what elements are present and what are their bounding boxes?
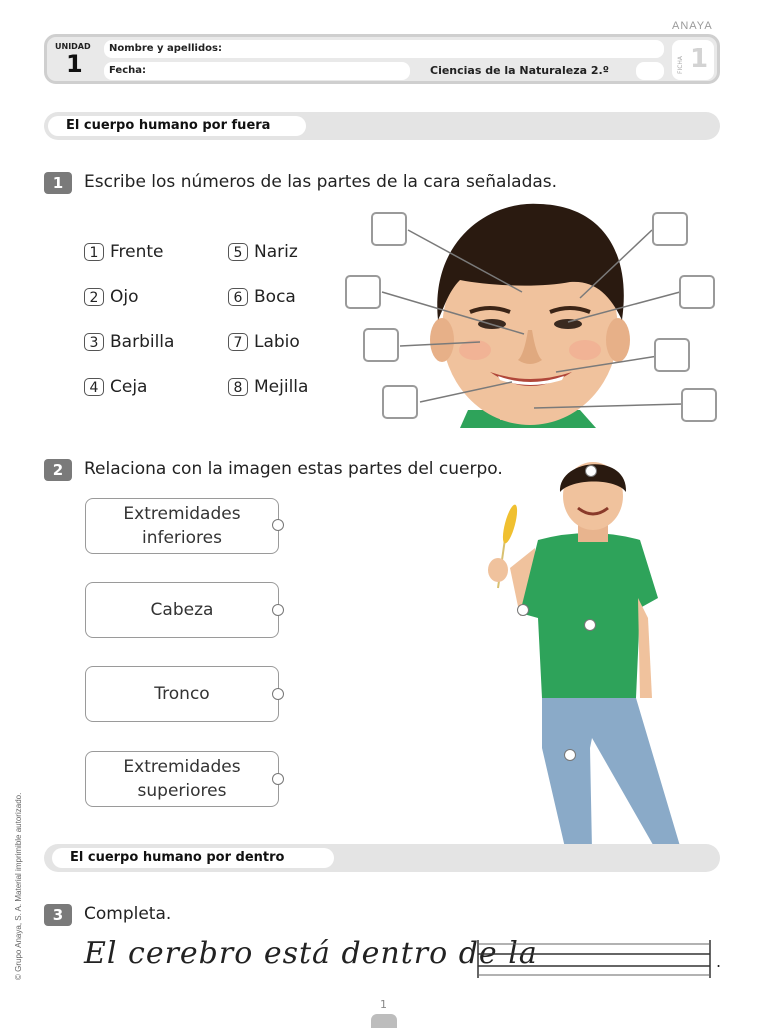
date-field[interactable] xyxy=(104,62,410,80)
exercise-2-number: 2 xyxy=(44,459,72,481)
boy-body-illustration xyxy=(480,448,720,874)
name-field[interactable] xyxy=(104,40,664,58)
option-ceja xyxy=(84,377,147,397)
option-label: Ojo xyxy=(110,287,139,307)
subject-extra-field[interactable] xyxy=(636,62,664,80)
option-number: 3 xyxy=(84,333,104,351)
copyright-text: © Grupo Anaya, S. A. Material imprimible autorizado. xyxy=(14,792,23,980)
body-dot-head[interactable] xyxy=(585,465,597,477)
match-box-line: Extremidades xyxy=(123,504,241,524)
answer-box-8[interactable] xyxy=(681,388,717,422)
option-label: Nariz xyxy=(254,242,298,262)
page-number: 1 xyxy=(380,998,387,1011)
option-number: 1 xyxy=(84,243,104,261)
exercise-3-title: Completa. xyxy=(84,904,172,924)
match-box-lower-limbs xyxy=(85,498,279,554)
exercise-1-number: 1 xyxy=(44,172,72,194)
option-mejilla xyxy=(228,377,308,397)
unit-label: UNIDAD xyxy=(55,42,91,51)
page-tab xyxy=(371,1014,397,1028)
option-nariz xyxy=(228,242,298,262)
connector-dot-head[interactable] xyxy=(272,604,284,616)
answer-box-1[interactable] xyxy=(371,212,407,246)
answer-box-5[interactable] xyxy=(652,212,688,246)
match-box-line: Tronco xyxy=(154,684,210,704)
option-frente xyxy=(84,242,164,262)
option-number: 5 xyxy=(228,243,248,261)
option-label: Ceja xyxy=(110,377,148,397)
name-label: Nombre y apellidos: xyxy=(109,43,222,54)
answer-box-2[interactable] xyxy=(345,275,381,309)
connector-dot-upper-limbs[interactable] xyxy=(272,773,284,785)
option-barbilla xyxy=(84,332,174,352)
brand-logo: ANAYA xyxy=(672,20,713,32)
match-box-torso xyxy=(85,666,279,722)
option-boca xyxy=(228,287,296,307)
date-label: Fecha: xyxy=(109,65,147,76)
match-box-line: Extremidades xyxy=(123,757,241,777)
ficha-label: FICHA xyxy=(677,55,684,74)
subject-label: Ciencias de la Naturaleza 2.º xyxy=(430,64,609,77)
option-number: 4 xyxy=(84,378,104,396)
option-label: Boca xyxy=(254,287,296,307)
body-dot-leg[interactable] xyxy=(564,749,576,761)
option-label: Mejilla xyxy=(254,377,309,397)
answer-box-6[interactable] xyxy=(679,275,715,309)
section-title-inside: El cuerpo humano por dentro xyxy=(52,848,334,868)
option-number: 2 xyxy=(84,288,104,306)
match-box-head xyxy=(85,582,279,638)
match-box-upper-limbs xyxy=(85,751,279,807)
option-number: 7 xyxy=(228,333,248,351)
match-box-line: Cabeza xyxy=(150,600,214,620)
sentence-end-mark: . xyxy=(716,952,722,971)
option-labio xyxy=(228,332,300,352)
answer-box-3[interactable] xyxy=(363,328,399,362)
option-label: Labio xyxy=(254,332,300,352)
answer-box-7[interactable] xyxy=(654,338,690,372)
exercise-2-title: Relaciona con la imagen estas partes del cuerpo. xyxy=(84,459,503,479)
exercise-1-title: Escribe los números de las partes de la cara señaladas. xyxy=(84,172,558,192)
answer-box-4[interactable] xyxy=(382,385,418,419)
section-title-outside: El cuerpo humano por fuera xyxy=(48,116,306,136)
match-box-line: inferiores xyxy=(141,528,222,548)
option-label: Frente xyxy=(110,242,164,262)
handwriting-answer-lines[interactable] xyxy=(476,940,712,978)
exercise-3-number: 3 xyxy=(44,904,72,926)
unit-number: 1 xyxy=(66,50,83,78)
option-number: 6 xyxy=(228,288,248,306)
match-box-line: superiores xyxy=(137,781,227,801)
body-dot-torso[interactable] xyxy=(584,619,596,631)
connector-dot-torso[interactable] xyxy=(272,688,284,700)
exercise-3-sentence: El cerebro está dentro de la xyxy=(84,936,538,971)
option-ojo xyxy=(84,287,139,307)
body-dot-arm[interactable] xyxy=(517,604,529,616)
ficha-number: 1 xyxy=(690,44,709,74)
connector-dot-lower-limbs[interactable] xyxy=(272,519,284,531)
option-label: Barbilla xyxy=(110,332,175,352)
option-number: 8 xyxy=(228,378,248,396)
